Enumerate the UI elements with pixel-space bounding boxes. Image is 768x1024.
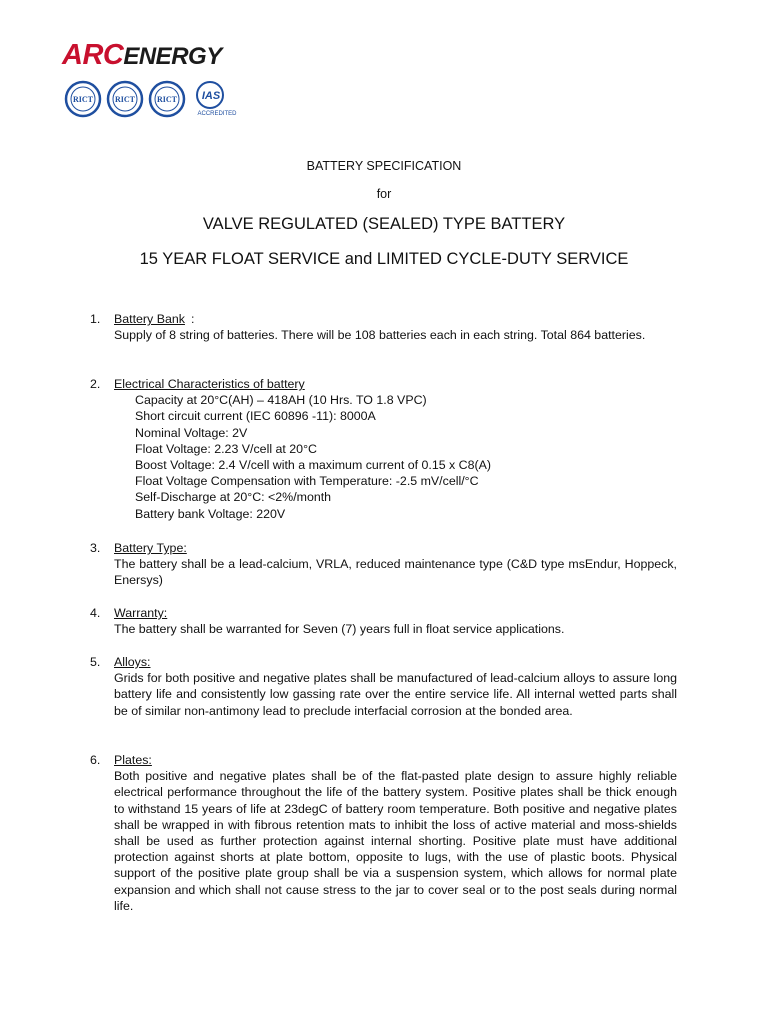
list-item: Battery bank Voltage: 220V bbox=[135, 506, 286, 521]
section-number: 2. bbox=[90, 377, 101, 391]
list-item: Self-Discharge at 20°C: <2%/month bbox=[135, 490, 332, 505]
section-number: 4. bbox=[90, 606, 101, 620]
list-item: Float Voltage Compensation with Temperature: -2.5 mV/cell/°C bbox=[135, 474, 479, 489]
section-title: Electrical Characteristics of battery bbox=[114, 377, 305, 391]
section-number: 6. bbox=[90, 753, 101, 767]
rict-seal-label: RICT bbox=[72, 95, 94, 104]
list-item: Nominal Voltage: 2V bbox=[135, 425, 248, 440]
brand-wordmark-energy: ENERGY bbox=[123, 43, 222, 70]
brand-wordmark bbox=[62, 40, 244, 70]
section-title: Warranty: bbox=[114, 606, 168, 620]
section-title: Alloys: bbox=[114, 655, 151, 669]
section-body: Supply of 8 string of batteries. There will be 108 batteries each in each string. Total 864 batteries. bbox=[114, 328, 646, 343]
rict-seal-label: RICT bbox=[156, 95, 178, 104]
brand-wordmark-arc: ARC bbox=[62, 39, 124, 71]
section-body: The battery shall be warranted for Seven (7) years full in float service applications. bbox=[114, 622, 565, 637]
list-item: Float Voltage: 2.23 V/cell at 20°C bbox=[135, 441, 317, 456]
rict-seal-label: RICT bbox=[114, 95, 136, 104]
ias-label: IAS bbox=[201, 90, 221, 102]
document-type-heading: BATTERY SPECIFICATION bbox=[306, 159, 462, 173]
section-body: The battery shall be a lead-calcium, VRLA, reduced maintenance type (C&D type msEndur, Hoppeck, Enersys) bbox=[114, 557, 677, 588]
for-line: for bbox=[376, 187, 392, 201]
company-logo bbox=[62, 40, 244, 118]
rict-seal-icon bbox=[104, 80, 146, 118]
section-body: Both positive and negative plates shall be of the flat-pasted plate design to assure highly reliable electrical performance throughout the life of the battery system. Positive plates shall be thick enough to withstand 15 years of life at 23degC of battery room temperature. Both positive and negative plates shall be wrapped in with fibrous retention mats to inhibit the loss of active material and moss-shields shall be used as further protection against internal shorting. Positive plate must have additional protection against shorts at plate bottom, opposite to lugs, with the use of plastic boots. Physical support of the positive plate group shall be via a suspension system, which allows for normal plate expansion and which shall not cause stress to the jar to cover seal or to the post seals during normal life. bbox=[114, 769, 677, 913]
section-number: 5. bbox=[90, 655, 101, 669]
section-number: 1. bbox=[90, 312, 101, 326]
section-body: Grids for both positive and negative plates shall be manufactured of lead-calcium alloys to assure long battery life and consistently low gassing rate over the entire service life. All internal wetted parts shall be of similar non-antimony lead to preclude interfacial corrosion at the bonded area. bbox=[114, 671, 677, 718]
section-number: 3. bbox=[90, 541, 101, 555]
section-title: Battery Type: bbox=[114, 541, 187, 555]
ias-accredited-icon bbox=[190, 80, 244, 118]
section-title bbox=[114, 311, 185, 327]
electrical-characteristics-list bbox=[135, 392, 491, 522]
list-item: Boost Voltage: 2.4 V/cell with a maximum current of 0.15 x C8(A) bbox=[135, 458, 492, 472]
list-item: Capacity at 20°C(AH) – 418AH (10 Hrs. TO 1.8 VPC) bbox=[135, 393, 427, 408]
ias-caption: ACCREDITED bbox=[197, 111, 237, 117]
list-item: Short circuit current (IEC 60896 -11): 8000A bbox=[135, 409, 376, 424]
section-title-colon: : bbox=[191, 312, 195, 326]
rict-seal-icon bbox=[146, 80, 188, 118]
rict-seal-icon bbox=[62, 80, 104, 118]
section-title-text: Battery Bank bbox=[114, 312, 185, 326]
document-title: VALVE REGULATED (SEALED) TYPE BATTERY bbox=[202, 215, 566, 233]
document-subtitle: 15 YEAR FLOAT SERVICE and LIMITED CYCLE-DUTY SERVICE bbox=[139, 250, 629, 268]
certification-row bbox=[62, 80, 244, 118]
section-title: Plates: bbox=[114, 753, 152, 767]
